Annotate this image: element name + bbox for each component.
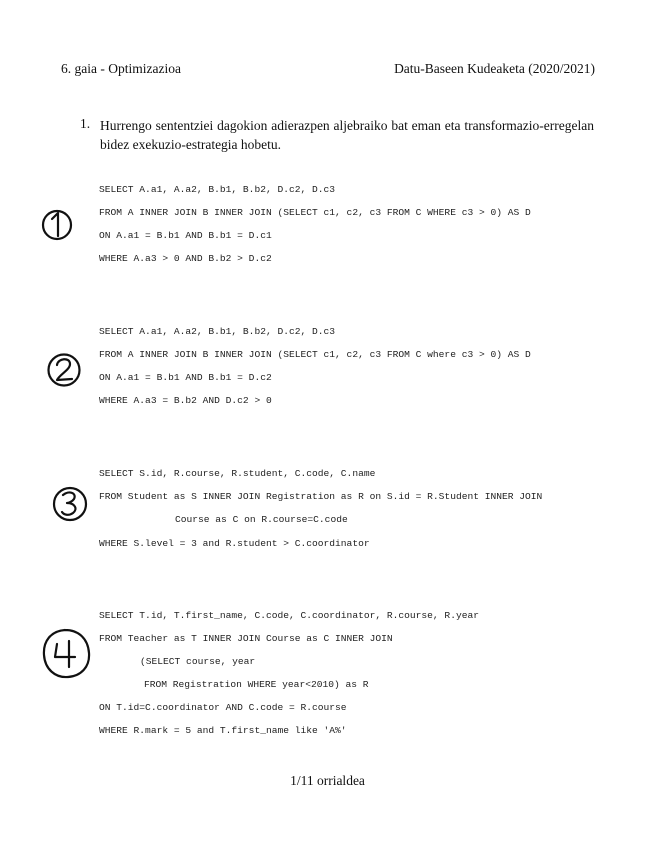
query-1-line-2: FROM A INNER JOIN B INNER JOIN (SELECT c1, c2, c3 FROM C WHERE c3 > 0) AS D — [99, 207, 531, 218]
query-4-line-3: (SELECT course, year — [140, 656, 256, 667]
query-1-line-3: ON A.a1 = B.b1 AND B.b1 = D.c1 — [99, 230, 272, 241]
query-4-line-1: SELECT T.id, T.first_name, C.code, C.coordinator, R.course, R.year — [99, 610, 479, 621]
query-1-line-4: WHERE A.a3 > 0 AND B.b2 > D.c2 — [99, 253, 272, 264]
query-2-line-4: WHERE A.a3 = B.b2 AND D.c2 > 0 — [99, 395, 272, 406]
query-2-line-3: ON A.a1 = B.b1 AND B.b1 = D.c2 — [99, 372, 272, 383]
handwritten-number-1-mark — [41, 205, 75, 245]
handwritten-number-4-mark — [41, 627, 93, 681]
query-4-line-6: WHERE R.mark = 5 and T.first_name like 'A%' — [99, 725, 347, 736]
query-2-line-2: FROM A INNER JOIN B INNER JOIN (SELECT c1, c2, c3 FROM C where c3 > 0) AS D — [99, 349, 531, 360]
query-3-line-4: WHERE S.level = 3 and R.student > C.coordinator — [99, 538, 370, 549]
query-3-line-2: FROM Student as S INNER JOIN Registration as R on S.id = R.Student INNER JOIN — [99, 491, 543, 502]
query-3-line-1: SELECT S.id, R.course, R.student, C.code, C.name — [99, 468, 376, 479]
query-4-line-5: ON T.id=C.coordinator AND C.code = R.course — [99, 702, 347, 713]
task-instructions: Hurrengo sententziei dagokion adierazpen aljebraiko bat eman eta transformazio-erregelan bidez exekuzio-estrategia hobetu. — [100, 118, 594, 152]
page-number-footer: 1/11 orrialdea — [290, 773, 365, 788]
handwritten-number-2-mark — [46, 349, 82, 391]
query-2-line-1: SELECT A.a1, A.a2, B.b1, B.b2, D.c2, D.c3 — [99, 326, 336, 337]
task-number: 1. — [80, 116, 91, 131]
query-4-line-2: FROM Teacher as T INNER JOIN Course as C INNER JOIN — [99, 633, 393, 644]
handwritten-number-3-mark — [51, 483, 89, 525]
query-4-line-4: FROM Registration WHERE year<2010) as R — [144, 679, 369, 690]
query-1-line-1: SELECT A.a1, A.a2, B.b1, B.b2, D.c2, D.c3 — [99, 184, 336, 195]
header-course-title: Datu-Baseen Kudeaketa (2020/2021) — [394, 61, 595, 76]
query-3-line-3: Course as C on R.course=C.code — [175, 514, 348, 525]
header-section-title: 6. gaia - Optimizazioa — [61, 61, 181, 76]
